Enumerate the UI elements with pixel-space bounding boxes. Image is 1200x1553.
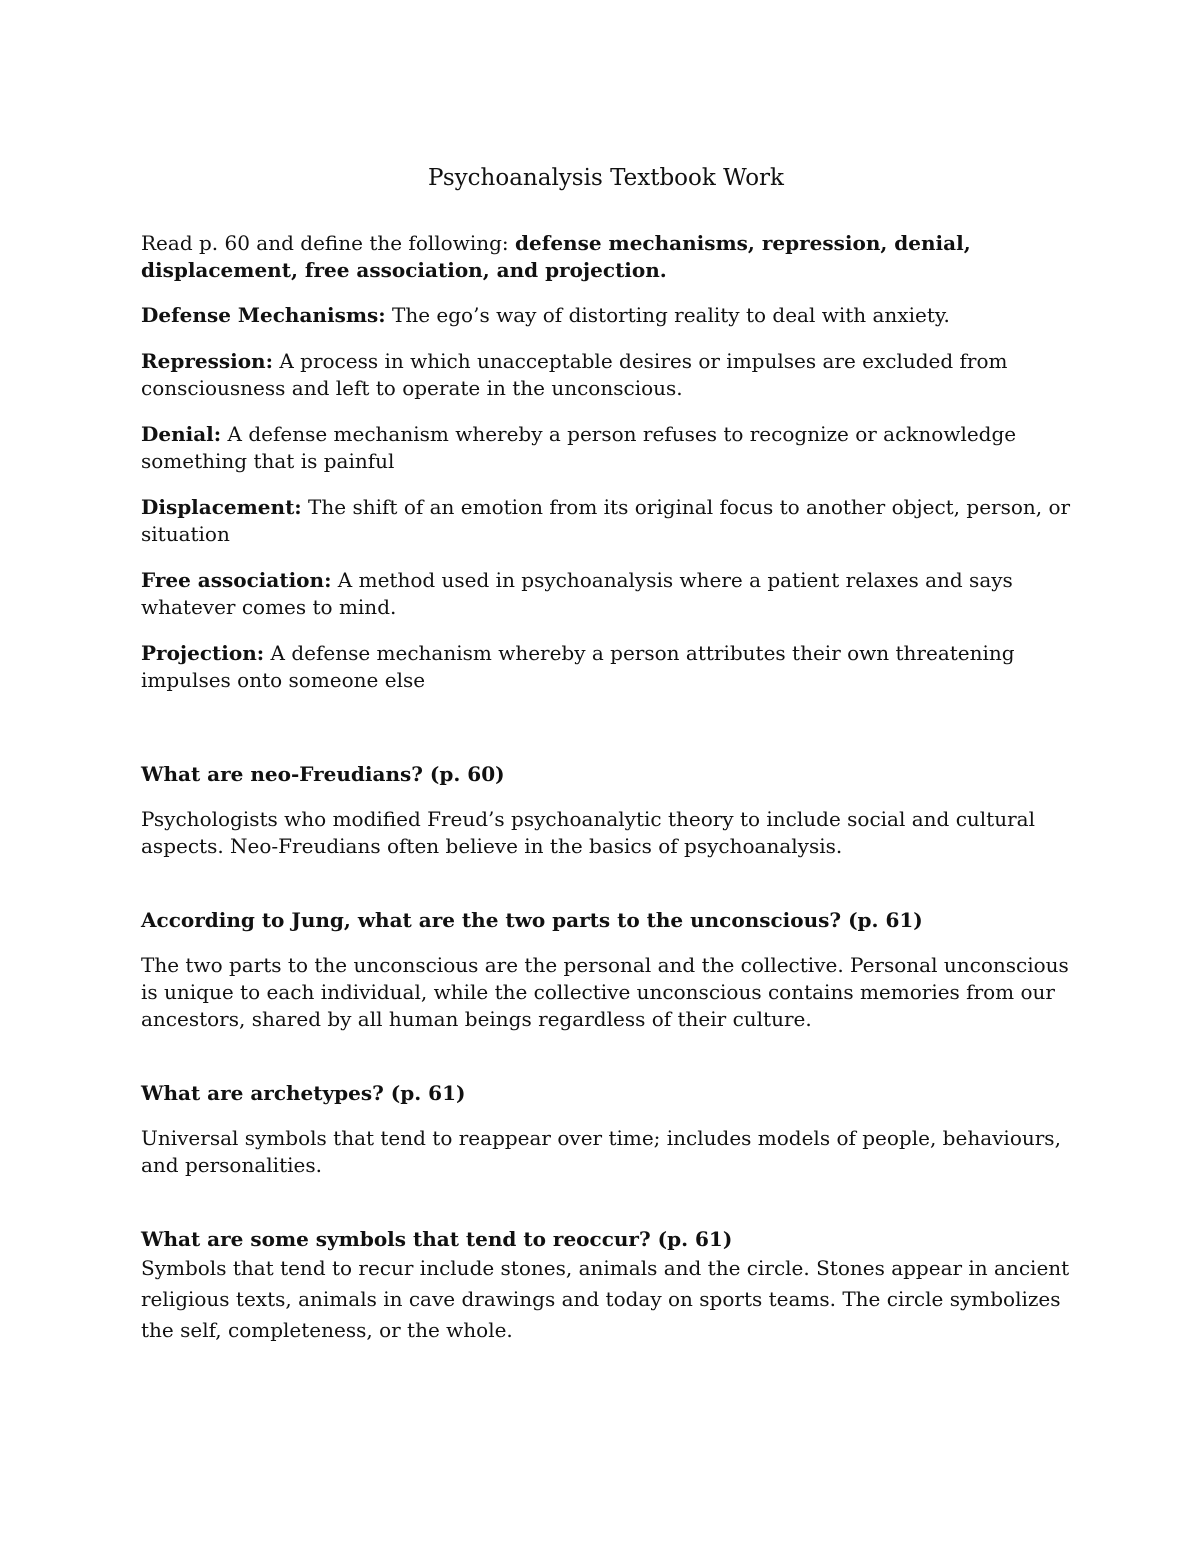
question-heading: What are some symbols that tend to reoccur? (p. 61) xyxy=(141,1227,733,1251)
definition-free-association xyxy=(141,567,1071,621)
definition-term: Free association: xyxy=(141,568,332,592)
intro-paragraph xyxy=(141,230,1071,284)
question-heading: What are neo-Freudians? (p. 60) xyxy=(141,762,505,786)
answer-paragraph: The two parts to the unconscious are the personal and the collective. Personal unconscious is unique to each individual, while the collective unconscious contains memories from our ancestors, shared by all human beings regardless of their culture. xyxy=(141,953,1069,1031)
definition-text: A method used in psychoanalysis where a patient relaxes and says whatever comes to mind. xyxy=(141,568,1013,619)
definition-text: The ego’s way of distorting reality to deal with anxiety. xyxy=(385,303,950,327)
answer-paragraph: Psychologists who modified Freud’s psychoanalytic theory to include social and cultural aspects. Neo-Freudians often believe in the basics of psychoanalysis. xyxy=(141,807,1035,858)
definition-term: Repression: xyxy=(141,349,273,373)
definition-text: The shift of an emotion from its original focus to another object, person, or situation xyxy=(141,495,1071,546)
page-title: Psychoanalysis Textbook Work xyxy=(428,165,784,191)
question-heading: What are archetypes? (p. 61) xyxy=(141,1081,466,1105)
definition-defense-mechanisms xyxy=(141,302,1071,329)
definition-repression xyxy=(141,348,1071,402)
definition-denial xyxy=(141,421,1071,475)
answer-paragraph: Universal symbols that tend to reappear over time; includes models of people, behaviours, and personalities. xyxy=(141,1126,1061,1177)
document-page xyxy=(141,160,1071,1346)
definition-projection xyxy=(141,640,1071,694)
answer-paragraph: Symbols that tend to recur include stones, animals and the circle. Stones appear in ancient religious texts, animals in cave drawings and today on sports teams. The circle symbolizes the self, completeness, or the whole. xyxy=(141,1256,1070,1342)
definition-term: Projection: xyxy=(141,641,265,665)
definition-text: A defense mechanism whereby a person refuses to recognize or acknowledge something that is painful xyxy=(141,422,1017,473)
definition-term: Displacement: xyxy=(141,495,302,519)
definition-term: Defense Mechanisms: xyxy=(141,303,386,327)
intro-prefix: Read p. 60 and define the following: xyxy=(141,231,516,255)
definition-displacement xyxy=(141,494,1071,548)
section-spacer xyxy=(141,1179,1071,1226)
question-heading: According to Jung, what are the two parts to the unconscious? (p. 61) xyxy=(141,908,923,932)
section-spacer xyxy=(141,713,1071,761)
definition-text: A defense mechanism whereby a person attributes their own threatening impulses onto someone else xyxy=(141,641,1015,692)
section-spacer xyxy=(141,860,1071,907)
intro-terms: defense mechanisms, repression, denial, displacement, free association, and projection. xyxy=(141,231,971,282)
section-spacer xyxy=(141,1033,1071,1080)
definition-term: Denial: xyxy=(141,422,222,446)
definition-text: A process in which unacceptable desires or impulses are excluded from consciousness and left to operate in the unconscious. xyxy=(141,349,1008,400)
